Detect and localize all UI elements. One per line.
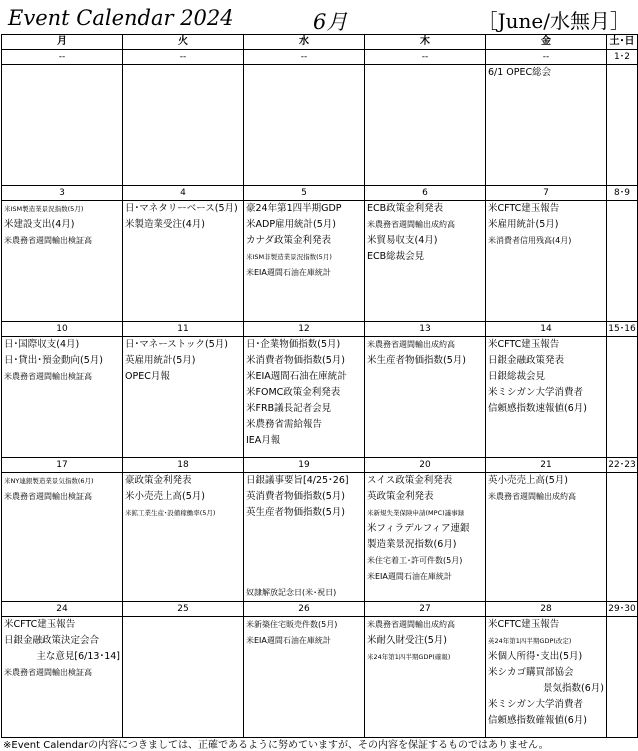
day-cell-wed: [244, 473, 365, 602]
date-number-weekend: 29･30: [607, 602, 638, 617]
week-row: [2, 617, 638, 738]
day-cell-thu: [365, 65, 486, 186]
date-number-weekend: 15･16: [607, 322, 638, 337]
weekday-fri: 金: [486, 35, 607, 50]
event-item: 英政策金利発表: [367, 491, 434, 502]
date-row: [2, 602, 638, 617]
event-item: 景気指数(6月): [543, 683, 604, 694]
event-item: カナダ政策金利発表: [246, 235, 332, 246]
event-item: ECB政策金利発表: [367, 203, 444, 214]
event-item: 製造業景況指数(6月): [367, 539, 457, 550]
month-label: ［June/水無月］: [477, 9, 630, 33]
event-item: [244, 537, 364, 553]
event-item: 米消費者信用残高(4月): [488, 236, 572, 245]
date-number-fri: 7: [486, 186, 607, 201]
event-item: 日銀金融政策決定会合: [4, 635, 100, 646]
date-number-tue: --: [123, 50, 244, 65]
event-item: スイス政策金利発表: [367, 475, 453, 486]
event-item: 米貿易収支(4月): [367, 235, 438, 246]
event-item: 米農務省週間輸出検証高: [4, 668, 92, 677]
event-item: 米ISM製造業景況指数(5月): [4, 205, 84, 213]
event-item: 米製造業受注(4月): [125, 219, 205, 230]
day-cell-tue: [123, 201, 244, 322]
calendar-grid: [1, 34, 638, 738]
date-number-wed: 5: [244, 186, 365, 201]
event-item: 日銀金融政策発表: [488, 355, 565, 366]
day-cell-tue: [123, 65, 244, 186]
day-cell-mon: [2, 473, 123, 602]
event-item: 米農務省週間輸出成約高: [367, 220, 455, 229]
day-cell-mon: [2, 617, 123, 738]
date-number-tue: 4: [123, 186, 244, 201]
event-item: 奴隷解放記念日(米･祝日): [246, 588, 337, 597]
date-number-mon: 3: [2, 186, 123, 201]
month-title: 6月: [313, 10, 348, 34]
event-item: 米新規失業保険申請(MPC)議事録: [367, 509, 465, 517]
event-item: IEA月報: [246, 435, 281, 446]
day-cell-wed: [244, 65, 365, 186]
week-row: [2, 201, 638, 322]
day-cell-weekend: [607, 473, 638, 602]
event-item: 米シカゴ購買部協会: [488, 667, 574, 678]
weekday-weekend: 土･日: [607, 35, 638, 50]
event-item: 米FRB議長記者会見: [246, 403, 332, 414]
event-item: [244, 569, 364, 585]
event-item: 日銀議事要旨[4/25･26]: [246, 475, 349, 486]
date-row: [2, 322, 638, 337]
event-item: 米FOMC政策金利発表: [246, 387, 341, 398]
date-number-mon: 10: [2, 322, 123, 337]
event-item: 日･マネーストック(5月): [125, 339, 228, 350]
date-number-fri: 21: [486, 458, 607, 473]
day-cell-weekend: [607, 65, 638, 186]
event-item: 米生産者物価指数(5月): [367, 355, 466, 366]
weekday-thu: 木: [365, 35, 486, 50]
event-item: 英生産者物価指数(5月): [246, 507, 345, 518]
date-number-tue: 18: [123, 458, 244, 473]
event-item: 日･国際収支(4月): [4, 339, 80, 350]
event-item: 米耐久財受注(5月): [367, 635, 447, 646]
event-item: 主な意見[6/13･14]: [36, 651, 120, 662]
event-item: 米個人所得･支出(5月): [488, 651, 583, 662]
date-number-wed: --: [244, 50, 365, 65]
date-number-weekend: 1･2: [607, 50, 638, 65]
day-cell-tue: [123, 337, 244, 458]
date-number-mon: --: [2, 50, 123, 65]
date-number-thu: --: [365, 50, 486, 65]
event-item: 日･企業物価指数(5月): [246, 339, 341, 350]
event-item: 日･マネタリーベース(5月): [125, 203, 238, 214]
event-item: 米CFTC建玉報告: [488, 203, 560, 214]
day-cell-fri: [486, 617, 607, 738]
day-cell-mon: [2, 65, 123, 186]
event-item: 日銀総裁会見: [488, 371, 546, 382]
day-cell-tue: [123, 473, 244, 602]
week-row: [2, 473, 638, 602]
calendar-header: [0, 0, 638, 34]
day-cell-mon: [2, 337, 123, 458]
event-item: 日･貸出･預金動向(5月): [4, 355, 103, 366]
event-item: 米EIA週間石油在庫統計: [246, 268, 331, 277]
event-item: 米農務省週間輸出検証高: [4, 236, 92, 245]
date-number-weekend: 8･9: [607, 186, 638, 201]
event-item: [244, 521, 364, 537]
event-item: 米24年第1四半期GDP(確報): [367, 653, 451, 661]
event-item: 英小売売上高(5月): [488, 475, 568, 486]
date-number-fri: 14: [486, 322, 607, 337]
day-cell-thu: [365, 337, 486, 458]
day-cell-weekend: [607, 617, 638, 738]
date-number-mon: 17: [2, 458, 123, 473]
disclaimer: ※Event Calendarの内容につきましては、正確であるように努めていますが、その内容を保証するものではありません。: [3, 740, 549, 751]
date-number-wed: 12: [244, 322, 365, 337]
day-cell-wed: [244, 617, 365, 738]
event-item: 米農務省週間輸出成約高: [367, 340, 455, 349]
date-number-tue: 11: [123, 322, 244, 337]
event-item: 米CFTC建玉報告: [488, 339, 560, 350]
date-number-thu: 20: [365, 458, 486, 473]
date-number-mon: 24: [2, 602, 123, 617]
day-cell-fri: [486, 65, 607, 186]
event-item: 英24年第1四半期GDP(改定): [488, 637, 572, 645]
day-cell-weekend: [607, 337, 638, 458]
event-item: 米EIA週間石油在庫統計: [246, 636, 331, 645]
event-item: 米農務省週間輸出成約高: [488, 492, 576, 501]
week-row: [2, 65, 638, 186]
event-item: 米農務省需給報告: [246, 419, 323, 430]
date-number-weekend: 22･23: [607, 458, 638, 473]
event-item: 米消費者物価指数(5月): [246, 355, 345, 366]
event-item: 米鉱工業生産･設備稼働率(5月): [125, 509, 216, 517]
event-item: 米農務省週間輸出検証高: [4, 492, 92, 501]
date-number-thu: 27: [365, 602, 486, 617]
date-row: [2, 186, 638, 201]
day-cell-thu: [365, 617, 486, 738]
day-cell-wed: [244, 201, 365, 322]
weekday-header-row: [2, 35, 638, 50]
date-number-fri: 28: [486, 602, 607, 617]
calendar-title: Event Calendar 2024: [8, 6, 234, 30]
date-row: [2, 458, 638, 473]
event-item: 米CFTC建玉報告: [4, 619, 76, 630]
day-cell-wed: [244, 337, 365, 458]
event-item: OPEC月報: [125, 371, 170, 382]
weekday-tue: 火: [123, 35, 244, 50]
day-cell-tue: [123, 617, 244, 738]
event-item: 英雇用統計(5月): [125, 355, 196, 366]
event-item: 信頼感指数速報値(6月): [488, 403, 587, 414]
event-item: 米農務省週間輸出成約高: [367, 620, 455, 629]
event-item: 米フィラデルフィア連銀: [367, 523, 470, 534]
day-cell-weekend: [607, 201, 638, 322]
event-item: 米小売売上高(5月): [125, 491, 205, 502]
event-item: 米CFTC建玉報告: [488, 619, 560, 630]
event-item: 豪政策金利発表: [125, 475, 192, 486]
event-item: 米ISM非製造業景況指数(5月): [246, 253, 332, 261]
weekday-mon: 月: [2, 35, 123, 50]
event-item: 米ミシガン大学消費者: [488, 387, 584, 398]
date-row: [2, 50, 638, 65]
day-cell-fri: [486, 473, 607, 602]
event-item: 信頼感指数確報値(6月): [488, 715, 587, 726]
event-item: [244, 553, 364, 569]
date-number-wed: 26: [244, 602, 365, 617]
day-cell-fri: [486, 337, 607, 458]
date-number-fri: --: [486, 50, 607, 65]
week-row: [2, 337, 638, 458]
event-item: ECB総裁会見: [367, 251, 425, 262]
day-cell-fri: [486, 201, 607, 322]
date-number-tue: 25: [123, 602, 244, 617]
event-item: 米ミシガン大学消費者: [488, 699, 584, 710]
event-item: 米ADP雇用統計(5月): [246, 219, 336, 230]
day-cell-thu: [365, 201, 486, 322]
event-item: 米農務省週間輸出検証高: [4, 372, 92, 381]
event-item: 米EIA週間石油在庫統計: [246, 371, 347, 382]
event-item: 豪24年第1四半期GDP: [246, 203, 342, 214]
event-item: 米雇用統計(5月): [488, 219, 559, 230]
event-item: 6/1 OPEC総会: [488, 67, 552, 78]
event-item: 米新築住宅販売件数(5月): [246, 620, 338, 629]
date-number-wed: 19: [244, 458, 365, 473]
day-cell-thu: [365, 473, 486, 602]
event-item: 米住宅着工･許可件数(5月): [367, 556, 463, 565]
event-item: 米EIA週間石油在庫統計: [367, 572, 452, 581]
date-number-thu: 13: [365, 322, 486, 337]
day-cell-mon: [2, 201, 123, 322]
event-item: 英消費者物価指数(5月): [246, 491, 345, 502]
date-number-thu: 6: [365, 186, 486, 201]
weekday-wed: 水: [244, 35, 365, 50]
event-item: 米建設支出(4月): [4, 219, 75, 230]
event-item: 米NY連銀製造業景気指数(6月): [4, 477, 94, 485]
